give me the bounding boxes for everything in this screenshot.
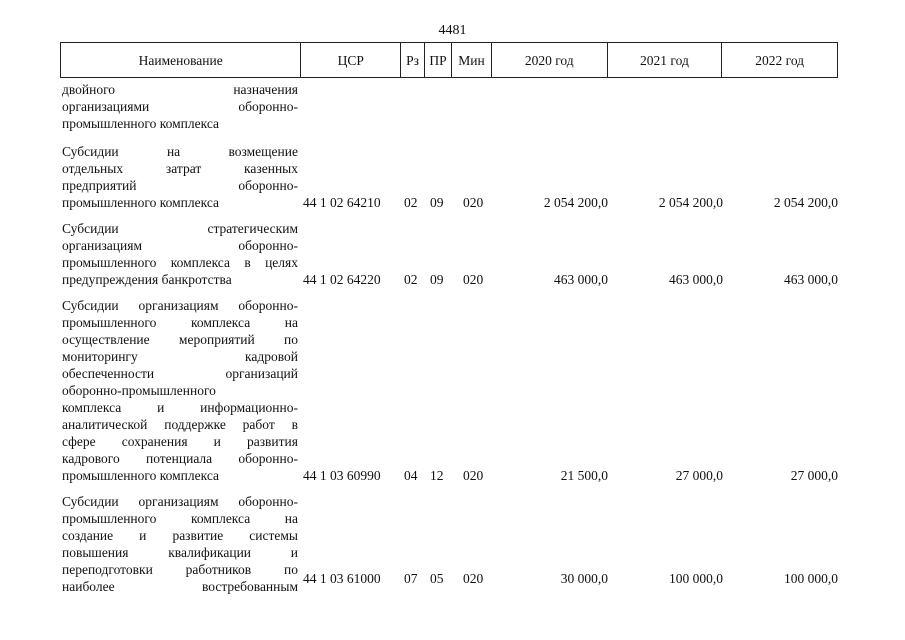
row-min: 020 — [463, 571, 484, 586]
row-name-line: создание и развитие системы — [62, 528, 298, 543]
row-name — [62, 143, 298, 211]
page-number: 4481 — [438, 23, 467, 38]
header-2022: 2022 год — [755, 53, 805, 68]
row-name-line: промышленного комплекса — [62, 116, 219, 131]
row-name-line: Субсидии организациям оборонно- — [62, 298, 298, 313]
row-pr: 09 — [430, 272, 444, 287]
row-min: 020 — [463, 195, 484, 210]
row-csr: 44 1 02 64220 — [303, 272, 381, 287]
row-2021: 2 054 200,0 — [658, 195, 723, 210]
row-pr: 09 — [430, 195, 444, 210]
row-name-line: переподготовки работников по — [62, 562, 298, 577]
row-rz: 02 — [404, 272, 418, 287]
row-name-line: наиболее востребованным — [62, 579, 298, 594]
row-rz: 07 — [404, 571, 418, 586]
header-csr: ЦСР — [301, 43, 401, 77]
header-rz: Рз — [401, 43, 425, 77]
row-2022: 463 000,0 — [784, 272, 838, 287]
row-name-line: двойного назначения — [62, 82, 298, 97]
row-2022: 27 000,0 — [790, 468, 838, 483]
row-name-line: кадрового потенциала оборонно- — [62, 451, 298, 466]
header-2020: 2020 год — [492, 43, 608, 77]
table-row — [62, 493, 838, 595]
row-name-line: промышленного комплекса на — [62, 315, 298, 330]
table-row — [62, 297, 838, 484]
row-2022: 2 054 200,0 — [773, 195, 838, 210]
row-csr: 44 1 03 60990 — [303, 468, 381, 483]
row-2020: 463 000,0 — [554, 272, 608, 287]
row-name — [62, 220, 298, 288]
table-row — [62, 220, 838, 288]
row-2021: 100 000,0 — [669, 571, 723, 586]
header-name: Наименование — [61, 43, 301, 77]
row-name-line: промышленного комплекса — [62, 195, 219, 210]
row-name-line: Субсидии стратегическим — [62, 221, 298, 236]
row-name — [62, 81, 298, 132]
row-name-line: предприятий оборонно- — [62, 178, 298, 193]
row-name-line: мониторингу кадровой — [62, 349, 298, 364]
row-name-line: промышленного комплекса в целях — [62, 255, 298, 270]
row-csr: 44 1 02 64210 — [303, 195, 381, 210]
row-name-line: Субсидии организациям оборонно- — [62, 494, 298, 509]
row-2020: 30 000,0 — [560, 571, 608, 586]
row-pr: 12 — [430, 468, 444, 483]
row-name-line: осуществление мероприятий по — [62, 332, 298, 347]
row-rz: 04 — [404, 468, 418, 483]
header-pr: ПР — [425, 43, 452, 77]
header-2021: 2021 год — [608, 43, 723, 77]
row-name-line: комплекса и информационно- — [62, 400, 298, 415]
row-name-line: предупреждения банкротства — [62, 272, 232, 287]
row-name-line: отдельных затрат казенных — [62, 161, 298, 176]
row-name — [62, 493, 298, 595]
row-name-line: организациям оборонно- — [62, 238, 298, 253]
row-rz: 02 — [404, 195, 418, 210]
row-name-line: Субсидии на возмещение — [62, 144, 298, 159]
row-name-line: промышленного комплекса на — [62, 511, 298, 526]
row-2022: 100 000,0 — [784, 571, 838, 586]
table-header — [60, 42, 838, 78]
row-name-line: аналитической поддержке работ в — [62, 417, 298, 432]
row-name — [62, 297, 298, 484]
row-name-line: сфере сохранения и развития — [62, 434, 298, 449]
row-2020: 21 500,0 — [560, 468, 608, 483]
row-name-line: оборонно-промышленного — [62, 383, 216, 398]
row-name-line: обеспеченности организаций — [62, 366, 298, 381]
row-min: 020 — [463, 272, 484, 287]
row-name-line: организациями оборонно- — [62, 99, 298, 114]
row-2021: 27 000,0 — [675, 468, 723, 483]
row-min: 020 — [463, 468, 484, 483]
row-csr: 44 1 03 61000 — [303, 571, 381, 586]
row-pr: 05 — [430, 571, 444, 586]
row-2020: 2 054 200,0 — [543, 195, 608, 210]
header-min: Мин — [452, 43, 492, 77]
table-row — [62, 143, 838, 211]
row-2021: 463 000,0 — [669, 272, 723, 287]
table-row — [62, 81, 838, 132]
row-name-line: повышения квалификации и — [62, 545, 298, 560]
row-name-line: промышленного комплекса — [62, 468, 219, 483]
